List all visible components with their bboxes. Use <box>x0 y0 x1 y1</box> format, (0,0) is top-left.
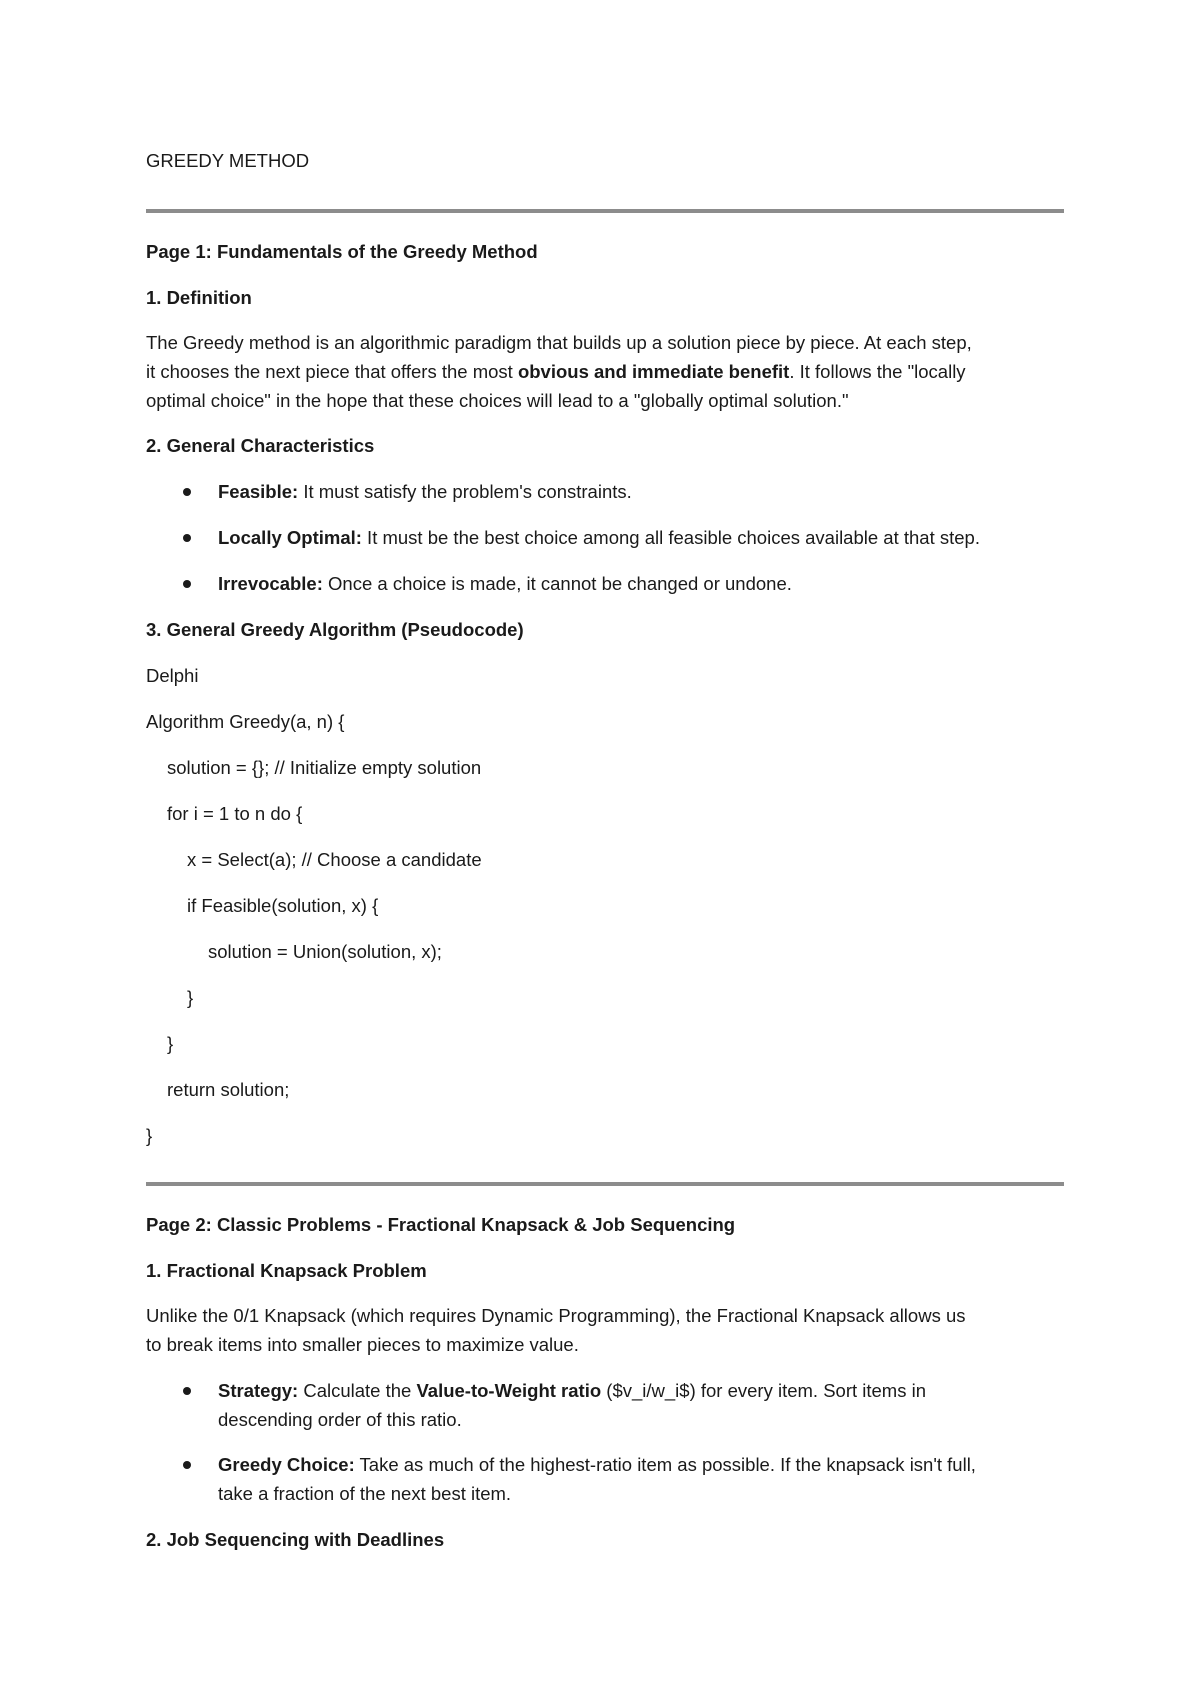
code-line: } <box>187 987 194 1008</box>
horizontal-rule <box>146 1182 1064 1186</box>
characteristic-item <box>218 529 980 548</box>
characteristic-text: It must satisfy the problem's constraints. <box>298 481 632 502</box>
code-line: for i = 1 to n do { <box>167 803 303 824</box>
bullet-icon <box>183 580 191 588</box>
greedy-choice-text: Take as much of the highest-ratio item as possible. If the knapsack isn't full, <box>354 1454 976 1475</box>
strategy-text: ($v_i/w_i$) for every item. Sort items in <box>601 1380 927 1401</box>
job-sequencing-heading: 2. Job Sequencing with Deadlines <box>146 1529 445 1550</box>
page1-heading: Page 1: Fundamentals of the Greedy Method <box>146 241 538 262</box>
characteristic-text: Once a choice is made, it cannot be changed or undone. <box>322 573 792 594</box>
page2-heading: Page 2: Classic Problems - Fractional Knapsack & Job Sequencing <box>146 1214 736 1235</box>
code-line: solution = {}; // Initialize empty solution <box>167 757 482 778</box>
definition-text: it chooses the next piece that offers the most <box>146 361 518 382</box>
code-language-label: Delphi <box>146 665 199 686</box>
knapsack-intro-line-1: Unlike the 0/1 Knapsack (which requires Dynamic Programming), the Fractional Knapsack allows us <box>146 1305 966 1326</box>
characteristic-item <box>218 483 632 502</box>
definition-heading: 1. Definition <box>146 287 252 308</box>
strategy-item-line-2: descending order of this ratio. <box>218 1409 462 1430</box>
code-line: return solution; <box>167 1079 290 1100</box>
greedy-choice-item-line-2: take a fraction of the next best item. <box>218 1483 512 1504</box>
characteristics-heading: 2. General Characteristics <box>146 435 375 456</box>
strategy-emphasis: Value-to-Weight ratio <box>416 1380 602 1401</box>
code-line: } <box>146 1125 153 1146</box>
definition-line-3: optimal choice" in the hope that these choices will lead to a "globally optimal solution." <box>146 390 849 411</box>
greedy-choice-term: Greedy Choice: <box>218 1454 355 1475</box>
greedy-choice-item <box>218 1456 976 1475</box>
strategy-term: Strategy: <box>218 1380 299 1401</box>
characteristic-term: Feasible: <box>218 481 299 502</box>
definition-line-1: The Greedy method is an algorithmic paradigm that builds up a solution piece by piece. At each step, <box>146 332 972 353</box>
characteristic-term: Locally Optimal: <box>218 527 362 548</box>
bullet-icon <box>183 1461 191 1469</box>
code-line: } <box>167 1033 174 1054</box>
bullet-icon <box>183 488 191 496</box>
document-title: GREEDY METHOD <box>146 150 310 171</box>
code-line: solution = Union(solution, x); <box>208 941 442 962</box>
definition-emphasis: obvious and immediate benefit <box>517 361 790 382</box>
characteristic-text: It must be the best choice among all feasible choices available at that step. <box>361 527 980 548</box>
knapsack-intro-line-2: to break items into smaller pieces to maximize value. <box>146 1334 579 1355</box>
definition-line-2 <box>146 363 966 382</box>
bullet-icon <box>183 534 191 542</box>
characteristic-term: Irrevocable: <box>218 573 323 594</box>
code-line: Algorithm Greedy(a, n) { <box>146 711 345 732</box>
pseudocode-heading: 3. General Greedy Algorithm (Pseudocode) <box>146 619 524 640</box>
strategy-text: Calculate the <box>298 1380 417 1401</box>
code-line: if Feasible(solution, x) { <box>187 895 379 916</box>
strategy-item <box>218 1382 926 1401</box>
bullet-icon <box>183 1387 191 1395</box>
characteristic-item <box>218 575 792 594</box>
code-line: x = Select(a); // Choose a candidate <box>187 849 482 870</box>
definition-text: . It follows the "locally <box>789 361 966 382</box>
horizontal-rule <box>146 209 1064 213</box>
knapsack-heading: 1. Fractional Knapsack Problem <box>146 1260 427 1281</box>
